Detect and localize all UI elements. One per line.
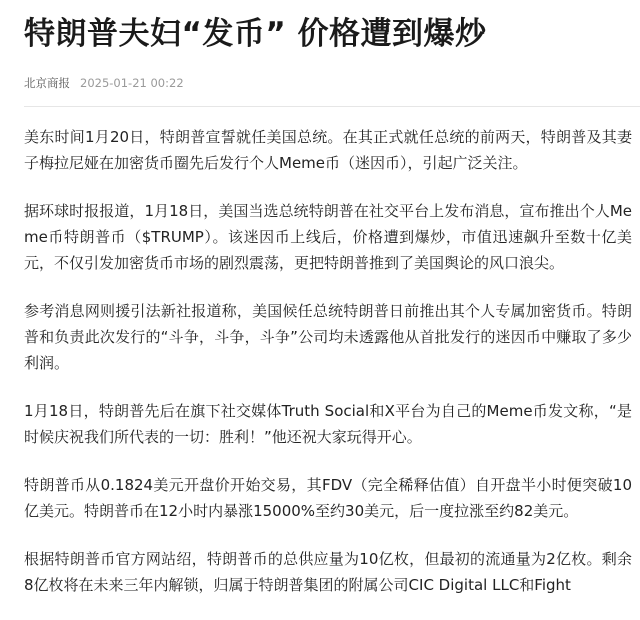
- article-body: [24, 124, 632, 598]
- article-paragraph: 美东时间1月20日，特朗普宣誓就任美国总统。在其正式就任总统的前两天，特朗普及其妻子梅拉尼娅在加密货币圈先后发行个人Meme币（迷因币），引起广泛关注。: [24, 128, 632, 172]
- article-meta: [24, 74, 624, 92]
- meta-divider: [24, 106, 640, 107]
- news-article: [24, 0, 632, 620]
- article-title: 特朗普夫妇“发币” 价格遭到爆炒: [24, 16, 487, 52]
- article-source[interactable]: 北京商报: [24, 76, 70, 90]
- article-paragraph: 特朗普币从0.1824美元开盘价开始交易，其FDV（完全稀释估值）自开盘半小时便突破10亿美元。特朗普币在12小时内暴涨15000%至约30美元，后一度拉涨至约82美元。: [24, 476, 632, 520]
- article-paragraph: 参考消息网则援引法新社报道称，美国候任总统特朗普日前推出其个人专属加密货币。特朗普和负责此次发行的“斗争，斗争，斗争”公司均未透露他从首批发行的迷因币中赚取了多少利润。: [24, 302, 632, 372]
- article-paragraph: 根据特朗普币官方网站绍，特朗普币的总供应量为10亿枚，但最初的流通量为2亿枚。剩余8亿枚将在未来三年内解锁，归属于特朗普集团的附属公司CIC Digital LLC和Fight: [24, 550, 632, 594]
- article-paragraph: 1月18日，特朗普先后在旗下社交媒体Truth Social和X平台为自己的Meme币发文称，“是时候庆祝我们所代表的一切：胜利！”他还祝大家玩得开心。: [24, 402, 632, 446]
- article-date: 2025-01-21 00:22: [80, 76, 184, 90]
- article-paragraph: 据环球时报报道，1月18日，美国当选总统特朗普在社交平台上发布消息，宣布推出个人Meme币特朗普币（$TRUMP）。该迷因币上线后，价格遭到爆炒，市值迅速飙升至数十亿美元，不仅引发加密货币市场的剧烈震荡，更把特朗普推到了美国舆论的风口浪尖。: [24, 202, 632, 272]
